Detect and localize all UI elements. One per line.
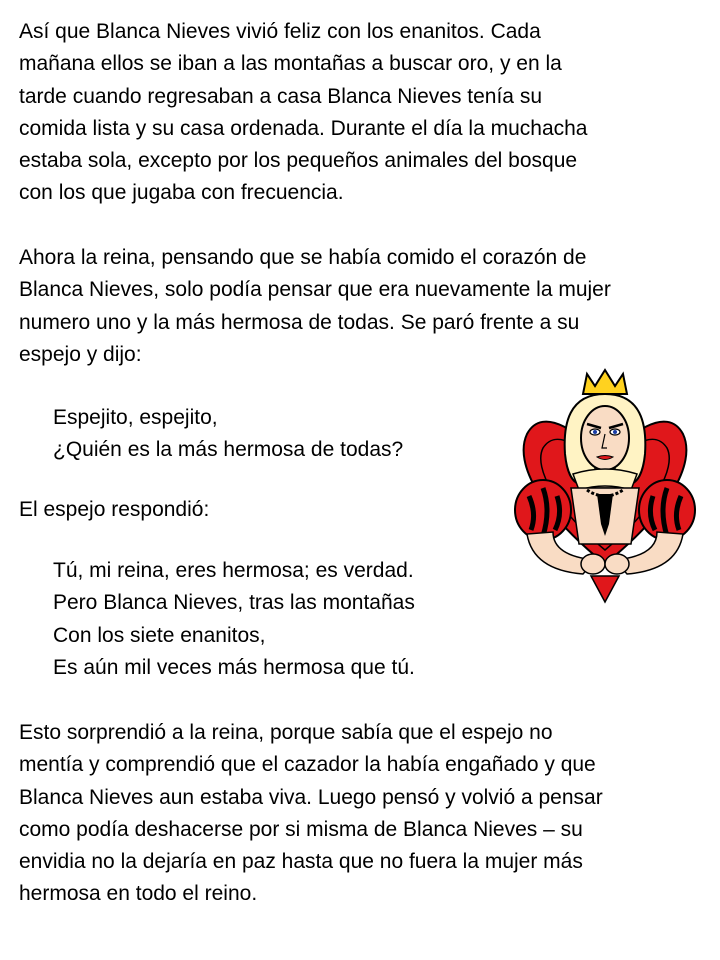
text-line: espejo y dijo: [19,342,142,366]
paragraph-2 [19,242,709,371]
heart-point [591,576,619,602]
queen-illustration [513,364,697,608]
paragraph-1 [19,16,709,210]
paragraph-4 [19,717,709,911]
text-line: Blanca Nieves aun estaba viva. Luego pensó y volvió a pensar [19,785,603,809]
text-line: numero uno y la más hermosa de todas. Se paró frente a su [19,310,580,334]
text-line: mentía y comprendió que el cazador la había engañado y que [19,753,596,777]
right-pupil [613,430,617,434]
text-line: Ahora la reina, pensando que se había comido el corazón de [19,246,587,269]
verse-line: Pero Blanca Nieves, tras las montañas [53,591,415,615]
text-line: Esto sorprendió a la reina, porque sabía que el espejo no [19,721,553,744]
text-line: envidia no la dejaría en paz hasta que no fuera la mujer más [19,850,583,874]
verse-line: Tú, mi reina, eres hermosa; es verdad. [53,559,414,582]
text-line: estaba sola, excepto por los pequeños animales del bosque [19,149,578,173]
text-line: Blanca Nieves, solo podía pensar que era nuevamente la mujer [19,278,611,302]
face-shape [581,406,629,470]
verse-line: ¿Quién es la más hermosa de todas? [53,438,404,462]
text-line: como podía deshacerse por si misma de Blanca Nieves – su [19,817,583,841]
text-line: Así que Blanca Nieves vivió feliz con los enanitos. Cada [19,20,541,43]
right-hand [605,554,629,574]
verse-line: Con los siete enanitos, [53,623,266,647]
text-line: El espejo respondió: [19,498,210,521]
verse-line: Espejito, espejito, [53,406,218,429]
text-line: mañana ellos se iban a las montañas a buscar oro, y en la [19,52,562,76]
text-line: con los que jugaba con frecuencia. [19,181,344,205]
left-pupil [593,430,597,434]
text-line: tarde cuando regresaban a casa Blanca Nieves tenía su [19,84,543,108]
left-hand [581,554,605,574]
crown-shape [583,370,627,394]
text-line: comida lista y su casa ordenada. Durante el día la muchacha [19,116,588,140]
text-line: hermosa en todo el reino. [19,882,258,906]
verse-line: Es aún mil veces más hermosa que tú. [53,655,415,679]
